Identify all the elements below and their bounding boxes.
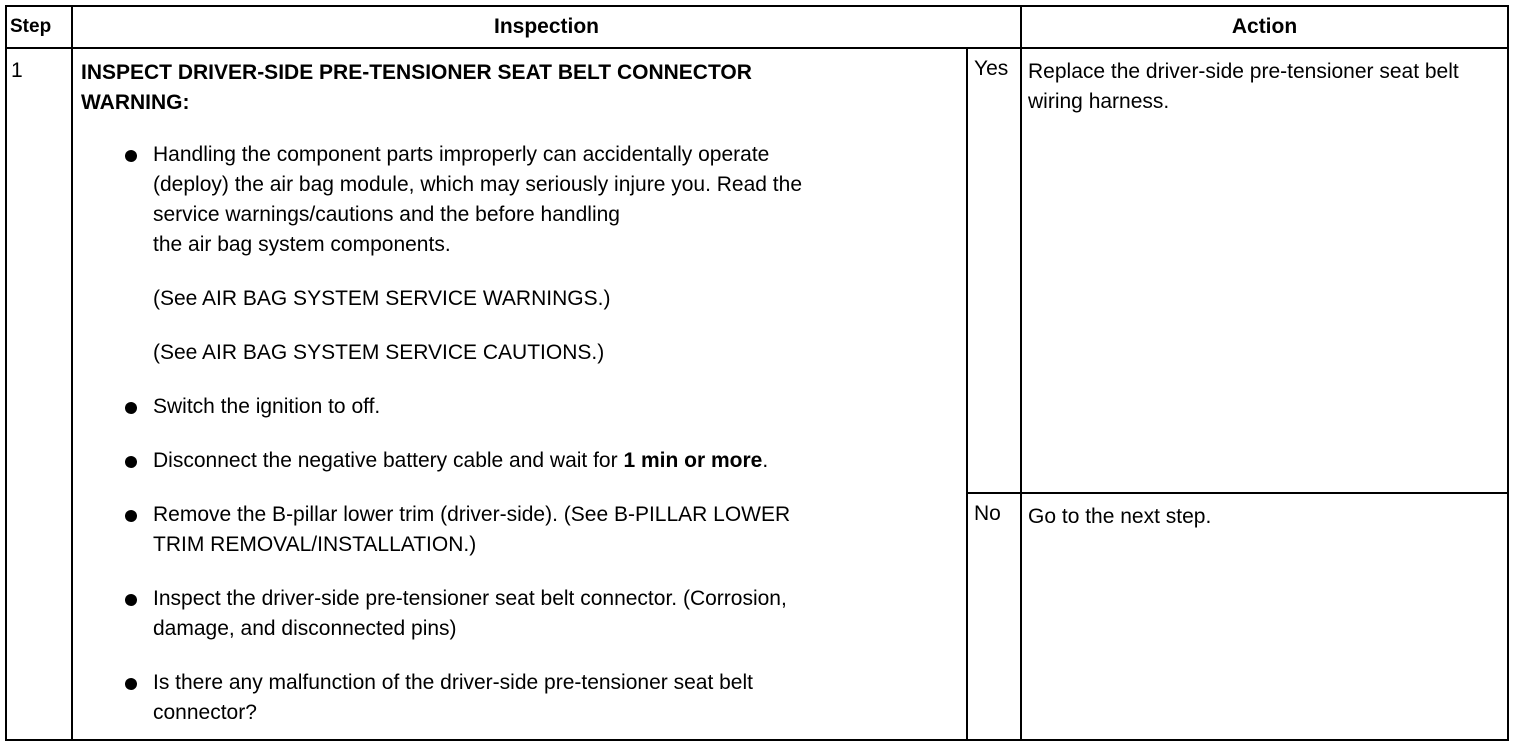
cautions-reference: (See AIR BAG SYSTEM SERVICE CAUTIONS.) xyxy=(153,341,605,364)
bullet-icon xyxy=(125,510,137,522)
header-row xyxy=(6,6,1508,48)
list-item: Switch the ignition to off. xyxy=(81,392,958,422)
list-item: Inspect the driver-side pre-tensioner seat belt connector. (Corrosion, damage, and disconnected pins) xyxy=(81,584,958,644)
bullet-icon xyxy=(125,594,137,606)
bullet-icon xyxy=(125,678,137,690)
bullet-icon xyxy=(125,402,137,414)
procedure-table xyxy=(5,5,1509,741)
action-column-header: Action xyxy=(1021,6,1508,48)
bullet-icon xyxy=(125,150,137,162)
no-action: Go to the next step. xyxy=(1021,493,1508,740)
yes-label: Yes xyxy=(967,48,1021,493)
inspection-title: INSPECT DRIVER-SIDE PRE-TENSIONER SEAT BELT CONNECTOR WARNING: xyxy=(81,58,958,118)
inspection-column-header: Inspection xyxy=(72,6,1021,48)
list-item: Disconnect the negative battery cable and wait for 1 min or more. xyxy=(81,446,958,476)
list-item: Is there any malfunction of the driver-side pre-tensioner seat belt connector? xyxy=(81,668,958,728)
wait-duration: 1 min or more xyxy=(623,449,763,472)
step-column-header: Step xyxy=(6,6,72,48)
inspection-bullet-list xyxy=(81,140,958,728)
bullet-icon xyxy=(125,456,137,468)
warnings-reference: (See AIR BAG SYSTEM SERVICE WARNINGS.) xyxy=(153,287,611,310)
list-item: Handling the component parts improperly can accidentally operate (deploy) the air bag module, which may seriously injure you. Read the service warnings/cautions and the before handling the air bag system components. (See AIR BAG SYSTEM SERVICE WARNINGS.) (See AIR BAG SYSTEM SERVICE CAUTIONS.) xyxy=(81,140,958,368)
no-label: No xyxy=(967,493,1021,740)
step-number: 1 xyxy=(6,48,72,740)
step-row-yes xyxy=(6,48,1508,493)
yes-action: Replace the driver-side pre-tensioner seat belt wiring harness. xyxy=(1021,48,1508,493)
list-item: Remove the B-pillar lower trim (driver-side). (See B-PILLAR LOWER TRIM REMOVAL/INSTALLATION.) xyxy=(81,500,958,560)
inspection-cell xyxy=(72,48,967,740)
warning-label: WARNING: xyxy=(81,91,190,114)
